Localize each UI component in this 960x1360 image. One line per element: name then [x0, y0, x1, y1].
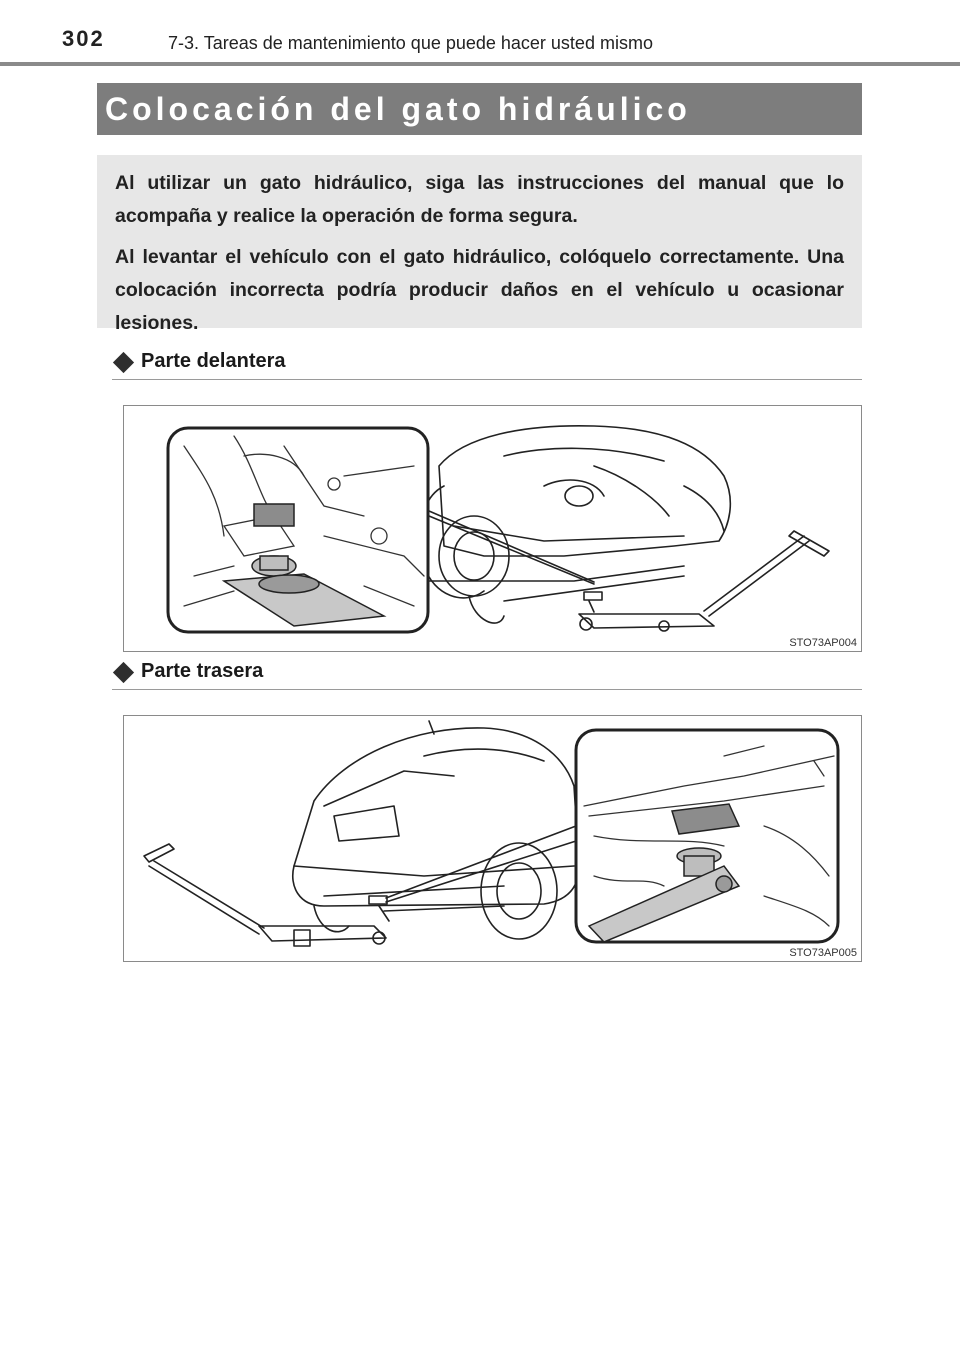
front-figure-code: STO73AP004 [789, 637, 857, 649]
intro-box [97, 155, 862, 334]
running-header: 7-3. Tareas de mantenimiento que puede hacer usted mismo [168, 33, 653, 53]
front-jack-illustration [124, 406, 862, 652]
diamond-bullet-icon [113, 352, 134, 373]
rear-section-heading [112, 660, 862, 690]
rear-heading-label: Parte trasera [141, 660, 264, 682]
rear-figure-code: STO73AP005 [789, 947, 857, 959]
intro-paragraph: Al levantar el vehículo con el gato hidráulico, colóquelo correctamente. Una colocación incorrecta podría producir daños en el vehículo u ocasionar lesiones. [115, 246, 844, 334]
rear-jack-figure [123, 715, 862, 962]
section-title: Colocación del gato hidráulico [105, 90, 691, 127]
front-jack-figure [123, 405, 862, 652]
intro-paragraph: Al utilizar un gato hidráulico, siga las instrucciones del manual que lo acompaña y realice la operación de forma segura. [115, 172, 844, 227]
front-heading-label: Parte delantera [141, 350, 286, 372]
rear-jack-illustration [124, 716, 862, 962]
section-title-bar [97, 83, 862, 135]
page-number: 302 [62, 26, 105, 51]
front-section-heading [112, 350, 862, 380]
header-rule [0, 62, 960, 66]
diamond-bullet-icon [113, 662, 134, 683]
